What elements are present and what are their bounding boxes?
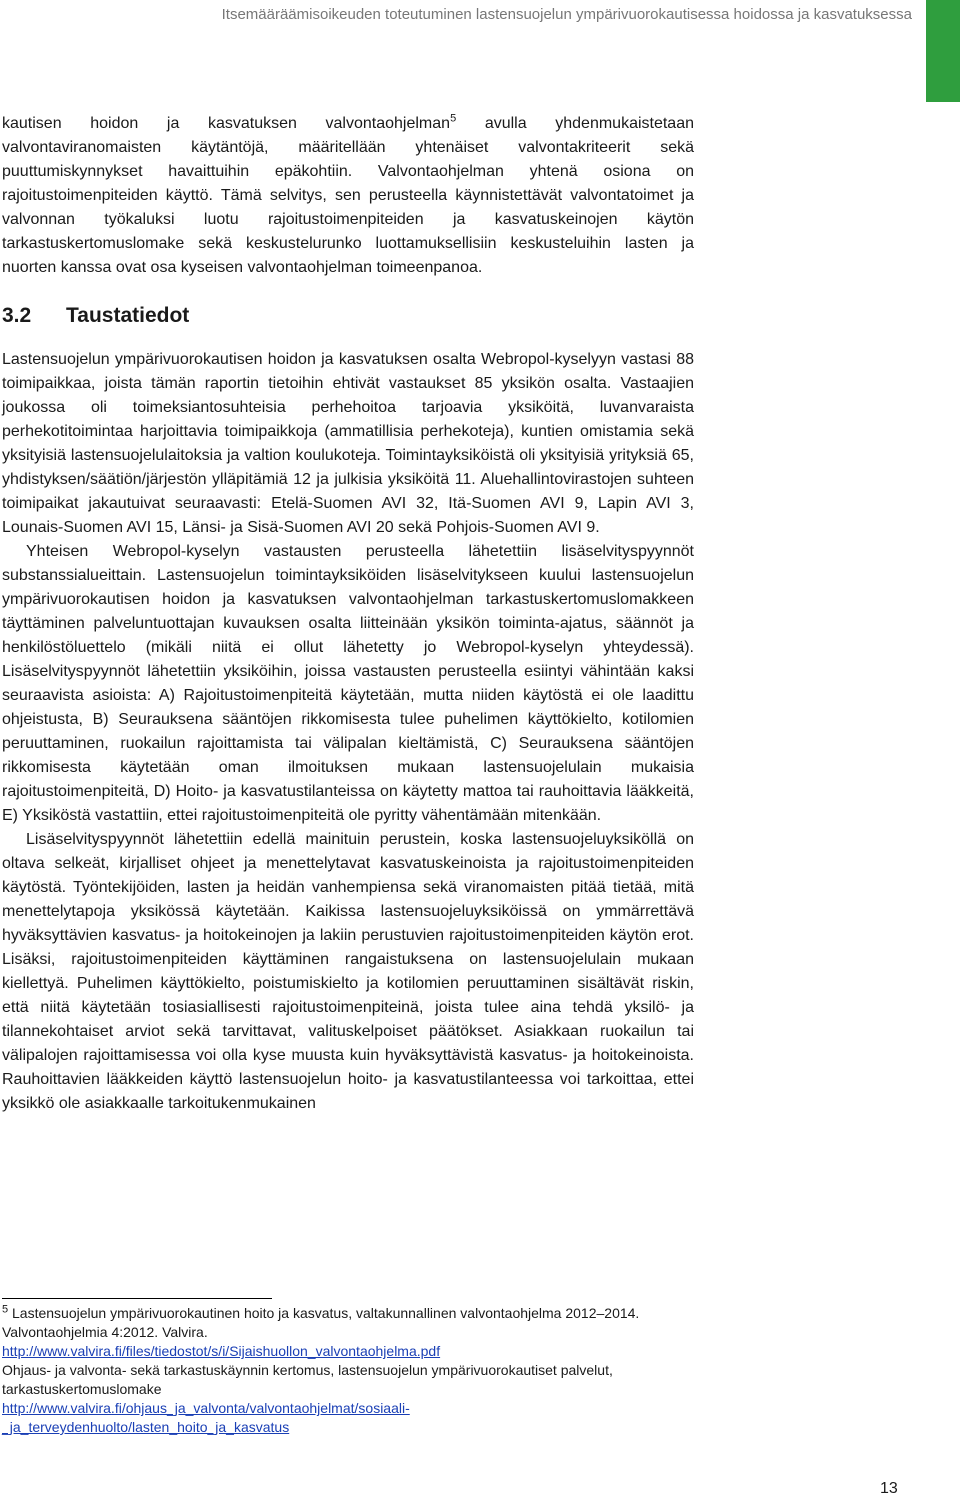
chapter-color-tab	[926, 0, 960, 102]
footnote-divider	[2, 1298, 272, 1299]
footnote-link-sosiaali-part1[interactable]: http://www.valvira.fi/ohjaus_ja_valvonta/valvontaohjelmat/sosiaali-	[2, 1400, 410, 1416]
section-title: Taustatiedot	[66, 304, 190, 327]
footnote-citation: Lastensuojelun ympärivuorokautinen hoito ja kasvatus, valtakunnallinen valvontaohjelma 2012–2014. Valvontaohjelmia 4:2012. Valvira.	[2, 1305, 640, 1340]
paragraph-intro-start: kautisen hoidon ja kasvatuksen valvontaohjelman	[2, 115, 451, 132]
section-heading	[2, 294, 694, 338]
paragraph-additional-requests: Yhteisen Webropol-kyselyn vastausten perusteella lähetettiin lisäselvityspyynnöt substanssialueittain. Lastensuojelun toimintayksiköiden lisäselvitykseen kuului lastensuojelun ympärivuorokautisen hoidon ja kasvatuksen valvontaohjelman tarkastuskertomuslomakkeen täyttäminen palveluntuottajan kuvauksen osalta liitteinään yksikön toiminta-ajatus, säännöt ja henkilöstöluettelo (mikäli niitä ei ollut lähetetty jo Webropol-kyselyn yhteydessä). Lisäselvityspyynnöt lähetettiin yksiköihin, joissa vastausten perusteella esiintyi vähintään kaksi seuraavista asioista: A) Rajoitustoimenpiteitä käytetään, mutta niiden käytöstä ei ole laadittu ohjeistusta, B) Seurauksena sääntöjen rikkomisesta tulee puhelimen käyttökielto, kotilomien peruuttaminen, ruokailun rajoittamista tai välipalan kieltämistä, C) Seurauksena sääntöjen rikkomisesta käytetään oman ilmoituksen mukaan lastensuojelulain mukaisia rajoitustoimenpiteitä, D) Hoito- ja kasvatustilanteissa on käytetty mattoa tai rauhoittavia lääkkeitä, E) Yksiköstä vastattiin, ettei rajoitustoimenpiteitä ole pyritty vähentämään mitenkään.	[2, 543, 694, 824]
page-number: 13	[880, 1480, 898, 1497]
section-number: 3.2	[2, 304, 32, 327]
running-header: Itsemääräämisoikeuden toteutuminen lastensuojelun ympärivuorokautisessa hoidossa ja kasvatuksessa	[221, 6, 912, 23]
footnote-5-text	[2, 1304, 694, 1342]
paragraph-intro-rest: avulla yhdenmukaistetaan valvontaviranomaisten käytäntöjä, määritellään yhtenäiset valvontakriteerit sekä puuttumiskynnykset havaittuihin epäkohtiin. Valvontaohjelman yhtenä osiona on rajoitustoimenpiteiden käyttö. Tämä selvitys, sen perusteella käynnistettävät valvontatoimet ja valvonnan työkaluksi luotu rajoitustoimenpiteiden ja kasvatuskeinojen käytön tarkastuskertomuslomake sekä keskustelurunko luottamuksellisiin keskusteluihin lasten ja nuorten kanssa ovat osa kyseisen valvontaohjelman toimeenpanoa.	[2, 115, 694, 276]
footnote-link-sosiaali-part2[interactable]: _ja_terveydenhuolto/lasten_hoito_ja_kasvatus	[2, 1419, 290, 1435]
footnote-link-valvontaohjelma[interactable]: http://www.valvira.fi/files/tiedostot/s/i/Sijaishuollon_valvontaohjelma.pdf	[2, 1343, 441, 1359]
footnote-marker: 5	[2, 1303, 9, 1316]
main-text	[2, 112, 694, 1116]
paragraph-background: Lastensuojelun ympärivuorokautisen hoidon ja kasvatuksen osalta Webropol-kyselyyn vastasi 88 toimipaikkaa, joista tämän raportin tietoihin ehtivät vastaukset 85 yksikön osalta. Vastaajien joukossa oli toimeksiantosuhteisia perhehoitoa tarjoavia yksiköitä, luvanvaraista perhekotitoimintaa harjoittavia toimipaikkoja (ammatillisia perhekoteja), kuntien omistamia sekä yksityisiä lastensuojelulaitoksia ja valtion koulukoteja. Toimintayksiköistä oli yksityisiä yrityksiä 65, yhdistyksen/säätiön/järjestön ylläpitämiä 12 ja julkisia yksiköitä 11. Aluehallintovirastojen suhteen toimipaikat jakautuivat seuraavasti: Etelä-Suomen AVI 32, Itä-Suomen AVI 9, Lapin AVI 3, Lounais-Suomen AVI 15, Länsi- ja Sisä-Suomen AVI 20 sekä Pohjois-Suomen AVI 9.	[2, 351, 694, 536]
paragraph-rationale: Lisäselvityspyynnöt lähetettiin edellä mainituin perustein, koska lastensuojeluyksiköllä on oltava selkeät, kirjalliset ohjeet ja menettelytavat kasvatuskeinoista ja rajoitustoimenpiteiden käytöstä. Työntekijöiden, lasten ja heidän vanhempiensa sekä viranomaisten pitää tietää, mitä menettelytapoja yksikössä käytetään. Kaikissa lastensuojeluyksiköissä on ymmärrettävä hyväksyttävien kasvatus- ja hoitokeinojen ja lakiin perustuvien rajoitustoimenpiteiden käytön erot. Lisäksi, rajoitustoimenpiteiden käyttäminen rangaistuksena on lastensuojelulain mukaan kiellettyä. Puhelimen käyttökielto, poistumiskielto ja kotilomien peruuttaminen sisältävät riskin, että niitä käytetään tosiasiallisesti rajoitustoimenpiteinä, joista tulee aina tehdä yksilö- ja tilannekohtaiset arviot sekä tarvittavat, valituskelpoiset päätökset. Asiakkaan ruokailun tai välipalojen rajoittamisessa voi olla kyse muusta kuin hyväksyttävistä kasvatus- ja hoitokeinoista. Rauhoittavien lääkkeiden käyttö lastensuojelun hoito- ja kasvatustilanteessa voi tarkoittaa, ettei yksikkö ole asiakkaalle tarkoitukenmukainen	[2, 831, 694, 1112]
footnote-reference[interactable]: 5	[450, 112, 457, 125]
paragraph-intro	[2, 112, 694, 280]
footnotes	[2, 1304, 694, 1437]
footnote-citation-2: Ohjaus- ja valvonta- sekä tarkastuskäynnin kertomus, lastensuojelun ympärivuorokautiset palvelut, tarkastuskertomuslomake	[2, 1362, 613, 1397]
